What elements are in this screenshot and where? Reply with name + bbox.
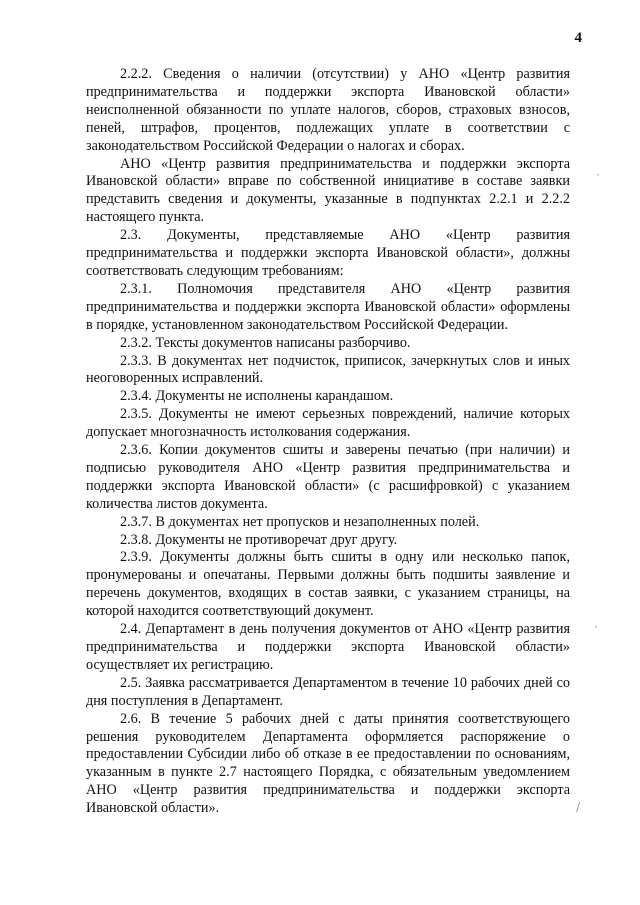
document-body xyxy=(86,66,570,818)
paragraph-2-3-2: 2.3.2. Тексты документов написаны разборчиво. xyxy=(120,334,411,351)
scan-mark-mid: · xyxy=(594,620,598,634)
paragraph-2-3-7: 2.3.7. В документах нет пропусков и незаполненных полей. xyxy=(120,513,480,530)
paragraph-2-5: 2.5. Заявка рассматривается Департаментом в течение 10 рабочих дней со дня поступления в Департамент. xyxy=(86,674,570,709)
paragraph-2-3-8: 2.3.8. Документы не противоречат друг другу. xyxy=(120,531,398,548)
paragraph-2-2-2: 2.2.2. Сведения о наличии (отсутствии) у АНО «Центр развития предпринимательства и поддержки экспорта Ивановской области» неисполненной обязанности по уплате налогов, сборов, страховых взносов, пеней, штрафов, процентов, подлежащих уплате в соответствии с законодательством Российской Федерации о налогах и сборах. xyxy=(86,66,570,154)
paragraph-2-3-1: 2.3.1. Полномочия представителя АНО «Центр развития предпринимательства и поддержки экспорта Ивановской области» оформлены в порядке, установленном законодательством Российской Федерации. xyxy=(86,280,570,333)
paragraph-2-3-3: 2.3.3. В документах нет подчисток, приписок, зачеркнутых слов и иных неоговоренных исправлений. xyxy=(86,352,570,387)
paragraph-2-3-5: 2.3.5. Документы не имеют серьезных повреждений, наличие которых допускает многозначность истолкования содержания. xyxy=(86,406,570,441)
page-number: 4 xyxy=(574,30,582,46)
paragraph-2-6: 2.6. В течение 5 рабочих дней с даты принятия соответствующего решения руководителем Департамента оформляется распоряжение о предоставлении Субсидии либо об отказе в ее предоставлении по основаниям, указанным в пункте 2.7 настоящего Порядка, с обязательным уведомлением АНО «Центр развития предпринимательства и поддержки экспорта Ивановской области». xyxy=(86,710,570,817)
paragraph-ano-initiative: АНО «Центр развития предпринимательства и поддержки экспорта Ивановской области» вправе по собственной инициативе в составе заявки представить сведения и документы, указанные в подпунктах 2.2.1 и 2.2.2 настоящего пункта. xyxy=(86,155,570,226)
paragraph-2-3: 2.3. Документы, представляемые АНО «Центр развития предпринимательства и поддержки экспорта Ивановской области», должны соответствовать следующим требованиям: xyxy=(86,227,570,279)
paragraph-2-4: 2.4. Департамент в день получения документов от АНО «Центр развития предпринимательства и поддержки экспорта Ивановской области» осуществляет их регистрацию. xyxy=(86,621,570,673)
paragraph-2-3-4: 2.3.4. Документы не исполнены карандашом. xyxy=(120,388,394,405)
paragraph-2-3-9: 2.3.9. Документы должны быть сшиты в одну или несколько папок, пронумерованы и опечатаны. Первыми должны быть подшиты заявление и перечень документов, входящих в состав заявки, с указанием страницы, на которой находится соответствующий документ. xyxy=(86,549,570,620)
scan-mark-bottom: / xyxy=(575,800,580,814)
paragraph-2-3-6: 2.3.6. Копии документов сшиты и заверены печатью (при наличии) и подписью руководителя АНО «Центр развития предпринимательства и поддержки экспорта Ивановской области» (с расшифровкой) с указанием количества листов документа. xyxy=(86,442,570,512)
scan-mark-top: · xyxy=(596,168,600,182)
